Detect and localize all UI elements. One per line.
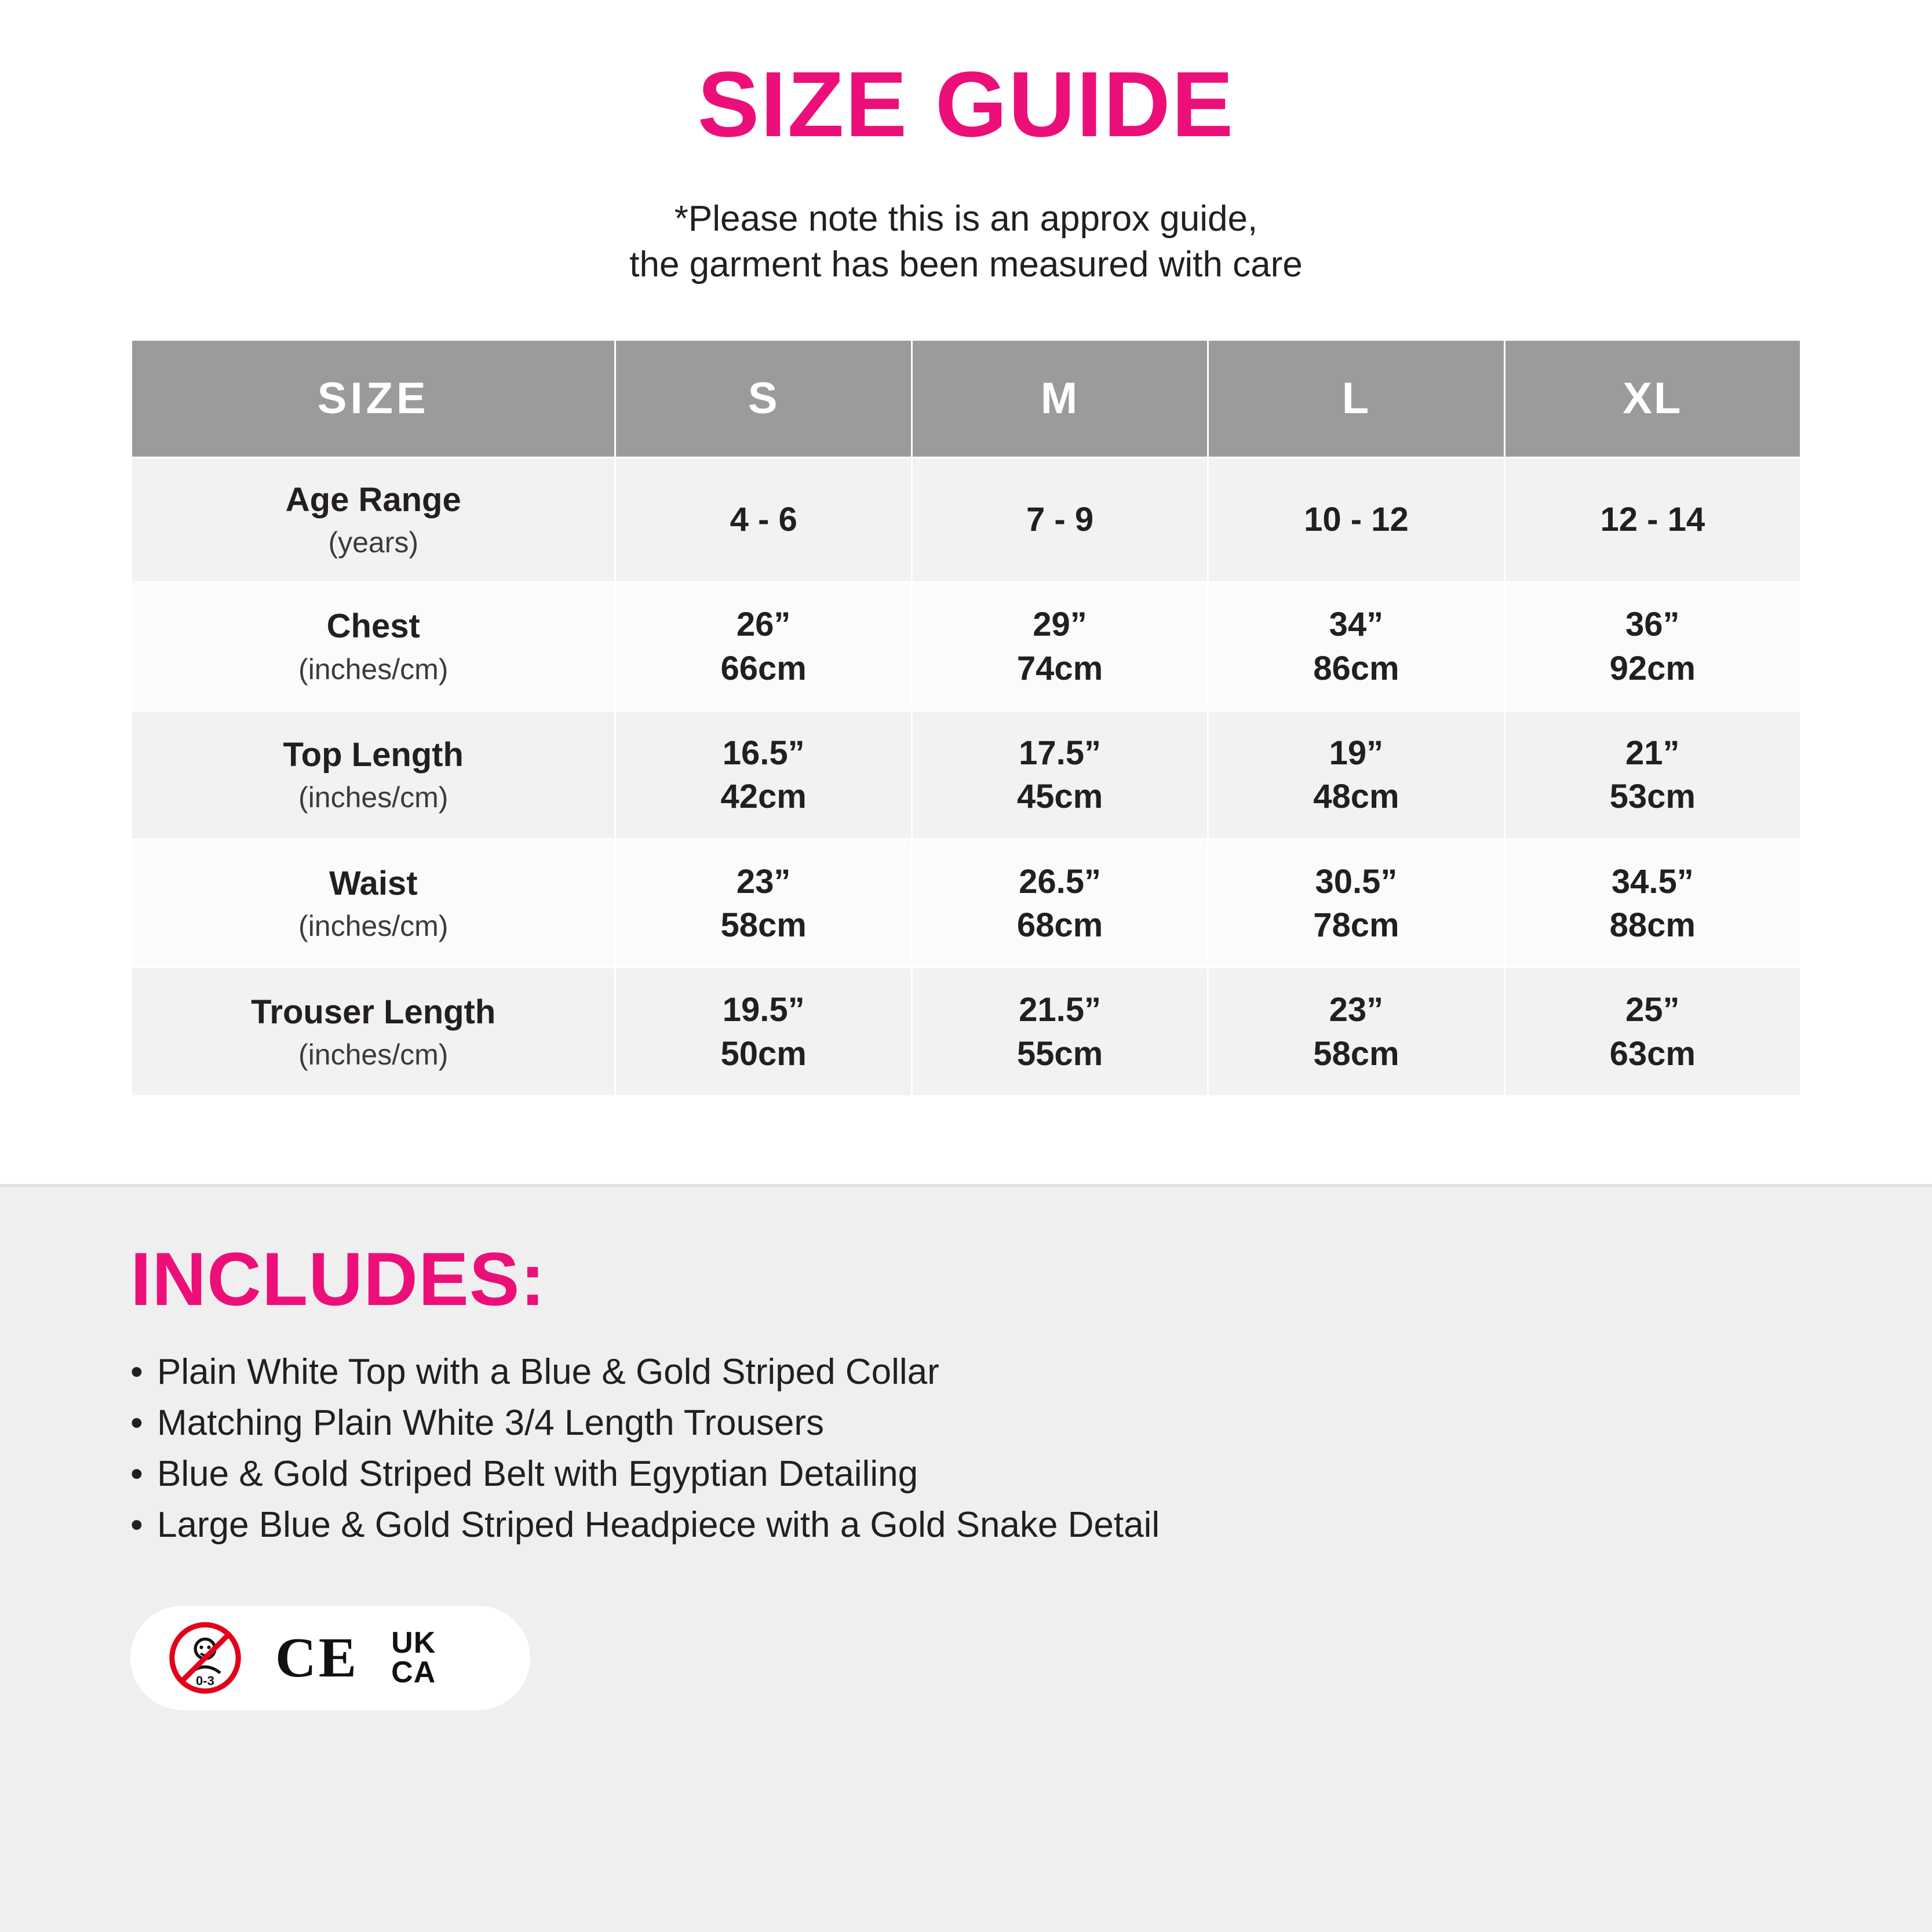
includes-title: INCLUDES:	[130, 1237, 546, 1322]
list-item-label: Matching Plain White 3/4 Length Trousers	[157, 1402, 825, 1443]
bullet-icon: •	[130, 1351, 143, 1392]
cell-waist-s	[615, 839, 912, 968]
row-label-unit: (inches/cm)	[298, 910, 449, 943]
row-label-text: Top Length	[283, 736, 464, 774]
cell-value-cm: 48cm	[1313, 778, 1399, 816]
list-item-label: Large Blue & Gold Striped Headpiece with a Gold Snake Detail	[157, 1504, 1160, 1545]
row-label-unit: (inches/cm)	[298, 781, 449, 814]
cell-value: 21.5”	[1019, 991, 1101, 1029]
age-warning-icon	[167, 1620, 243, 1696]
column-header-s: S	[615, 340, 912, 457]
size-table-body	[132, 457, 1801, 1096]
column-header-size: SIZE	[132, 340, 615, 457]
svg-text:0-3: 0-3	[196, 1673, 214, 1688]
row-label-unit: (inches/cm)	[298, 1038, 449, 1071]
cell-value: 30.5”	[1315, 862, 1398, 901]
cell-age-range-m	[912, 457, 1208, 582]
table-header-row	[132, 340, 1801, 457]
cell-value: 36”	[1625, 606, 1680, 644]
row-label-unit: (inches/cm)	[298, 652, 449, 686]
cell-waist-m	[912, 839, 1208, 968]
includes-section	[0, 1187, 1932, 1932]
cell-value-cm: 58cm	[1313, 1034, 1399, 1073]
cell-value: 34.5”	[1611, 862, 1694, 901]
cell-trouser-length-xl	[1504, 968, 1800, 1096]
table-row	[132, 710, 1801, 839]
cell-value: 23”	[736, 862, 791, 901]
list-item-label: Plain White Top with a Blue & Gold Striped Collar	[157, 1351, 939, 1392]
note-line-2: the garment has been measured with care	[629, 245, 1303, 285]
cell-value-cm: 78cm	[1313, 906, 1399, 945]
cell-age-range-xl	[1504, 457, 1800, 582]
cell-age-range-l	[1208, 457, 1504, 582]
cell-value-cm: 74cm	[1016, 649, 1103, 687]
cell-value-cm: 53cm	[1609, 778, 1696, 816]
row-label-top-length	[132, 710, 615, 839]
cell-top-length-xl	[1504, 710, 1800, 839]
table-row	[132, 457, 1801, 582]
cell-chest-xl	[1504, 582, 1800, 711]
row-label-age-range	[132, 457, 615, 582]
table-row	[132, 968, 1801, 1096]
cell-value-cm: 68cm	[1016, 906, 1103, 945]
cell-top-length-s	[615, 710, 912, 839]
row-label-unit: (years)	[328, 526, 419, 559]
row-label-trouser-length	[132, 968, 615, 1096]
cell-value-cm: 58cm	[720, 906, 807, 945]
row-label-text: Age Range	[285, 480, 461, 519]
bullet-icon: •	[130, 1453, 143, 1494]
column-header-m: M	[912, 340, 1208, 457]
ukca-line-2: CA	[391, 1655, 436, 1689]
cell-value: 16.5”	[722, 734, 805, 772]
cell-value: 23”	[1329, 991, 1384, 1029]
cell-value: 4 - 6	[730, 501, 797, 539]
cell-value-cm: 50cm	[720, 1034, 807, 1073]
cell-chest-l	[1208, 582, 1504, 711]
cell-value: 12 - 14	[1600, 501, 1705, 539]
cell-value: 17.5”	[1019, 734, 1101, 772]
ukca-line-1: UK	[391, 1625, 436, 1660]
cell-value: 7 - 9	[1026, 501, 1094, 539]
list-item	[130, 1449, 1802, 1500]
list-item-label: Blue & Gold Striped Belt with Egyptian Detailing	[157, 1453, 918, 1494]
cell-value: 21”	[1625, 734, 1680, 772]
cell-trouser-length-l	[1208, 968, 1504, 1096]
includes-list	[130, 1347, 1802, 1551]
approx-guide-note	[130, 196, 1802, 288]
cell-waist-l	[1208, 839, 1504, 968]
note-line-1: *Please note this is an approx guide,	[674, 199, 1258, 239]
cell-top-length-m	[912, 710, 1208, 839]
size-table	[130, 339, 1802, 1098]
row-label-text: Chest	[326, 607, 420, 646]
cell-value: 29”	[1033, 606, 1087, 644]
column-header-l: L	[1208, 340, 1504, 457]
row-label-chest	[132, 582, 615, 711]
size-table-header	[132, 340, 1801, 457]
list-item	[130, 1347, 1802, 1398]
cell-top-length-l	[1208, 710, 1504, 839]
column-header-xl: XL	[1504, 340, 1800, 457]
cell-trouser-length-m	[912, 968, 1208, 1096]
cell-value-cm: 86cm	[1313, 649, 1399, 687]
cell-value: 34”	[1329, 606, 1384, 644]
cell-value-cm: 55cm	[1016, 1034, 1103, 1073]
compliance-icon-strip	[130, 1606, 530, 1710]
ce-mark-icon: CE	[275, 1626, 359, 1689]
table-row	[132, 582, 1801, 711]
row-label-waist	[132, 839, 615, 968]
cell-value-cm: 92cm	[1609, 649, 1696, 687]
cell-waist-xl	[1504, 839, 1800, 968]
cell-value-cm: 45cm	[1016, 778, 1103, 816]
cell-chest-m	[912, 582, 1208, 711]
list-item	[130, 1398, 1802, 1449]
ukca-mark-icon	[391, 1625, 436, 1689]
page-title: SIZE GUIDE	[697, 52, 1235, 156]
cell-value-cm: 88cm	[1609, 906, 1696, 945]
cell-trouser-length-s	[615, 968, 912, 1096]
bullet-icon: •	[130, 1504, 143, 1545]
cell-value: 26.5”	[1019, 862, 1101, 901]
cell-chest-s	[615, 582, 912, 711]
cell-age-range-s	[615, 457, 912, 582]
bullet-icon: •	[130, 1402, 143, 1443]
cell-value-cm: 63cm	[1609, 1034, 1696, 1073]
cell-value-cm: 66cm	[720, 649, 807, 687]
table-row	[132, 839, 1801, 968]
list-item	[130, 1500, 1802, 1551]
cell-value: 26”	[736, 606, 791, 644]
cell-value: 19”	[1329, 734, 1384, 772]
cell-value: 25”	[1625, 991, 1680, 1029]
row-label-text: Waist	[329, 864, 418, 902]
cell-value-cm: 42cm	[720, 778, 807, 816]
row-label-text: Trouser Length	[251, 993, 496, 1031]
cell-value: 19.5”	[722, 991, 805, 1029]
cell-value: 10 - 12	[1304, 501, 1409, 539]
